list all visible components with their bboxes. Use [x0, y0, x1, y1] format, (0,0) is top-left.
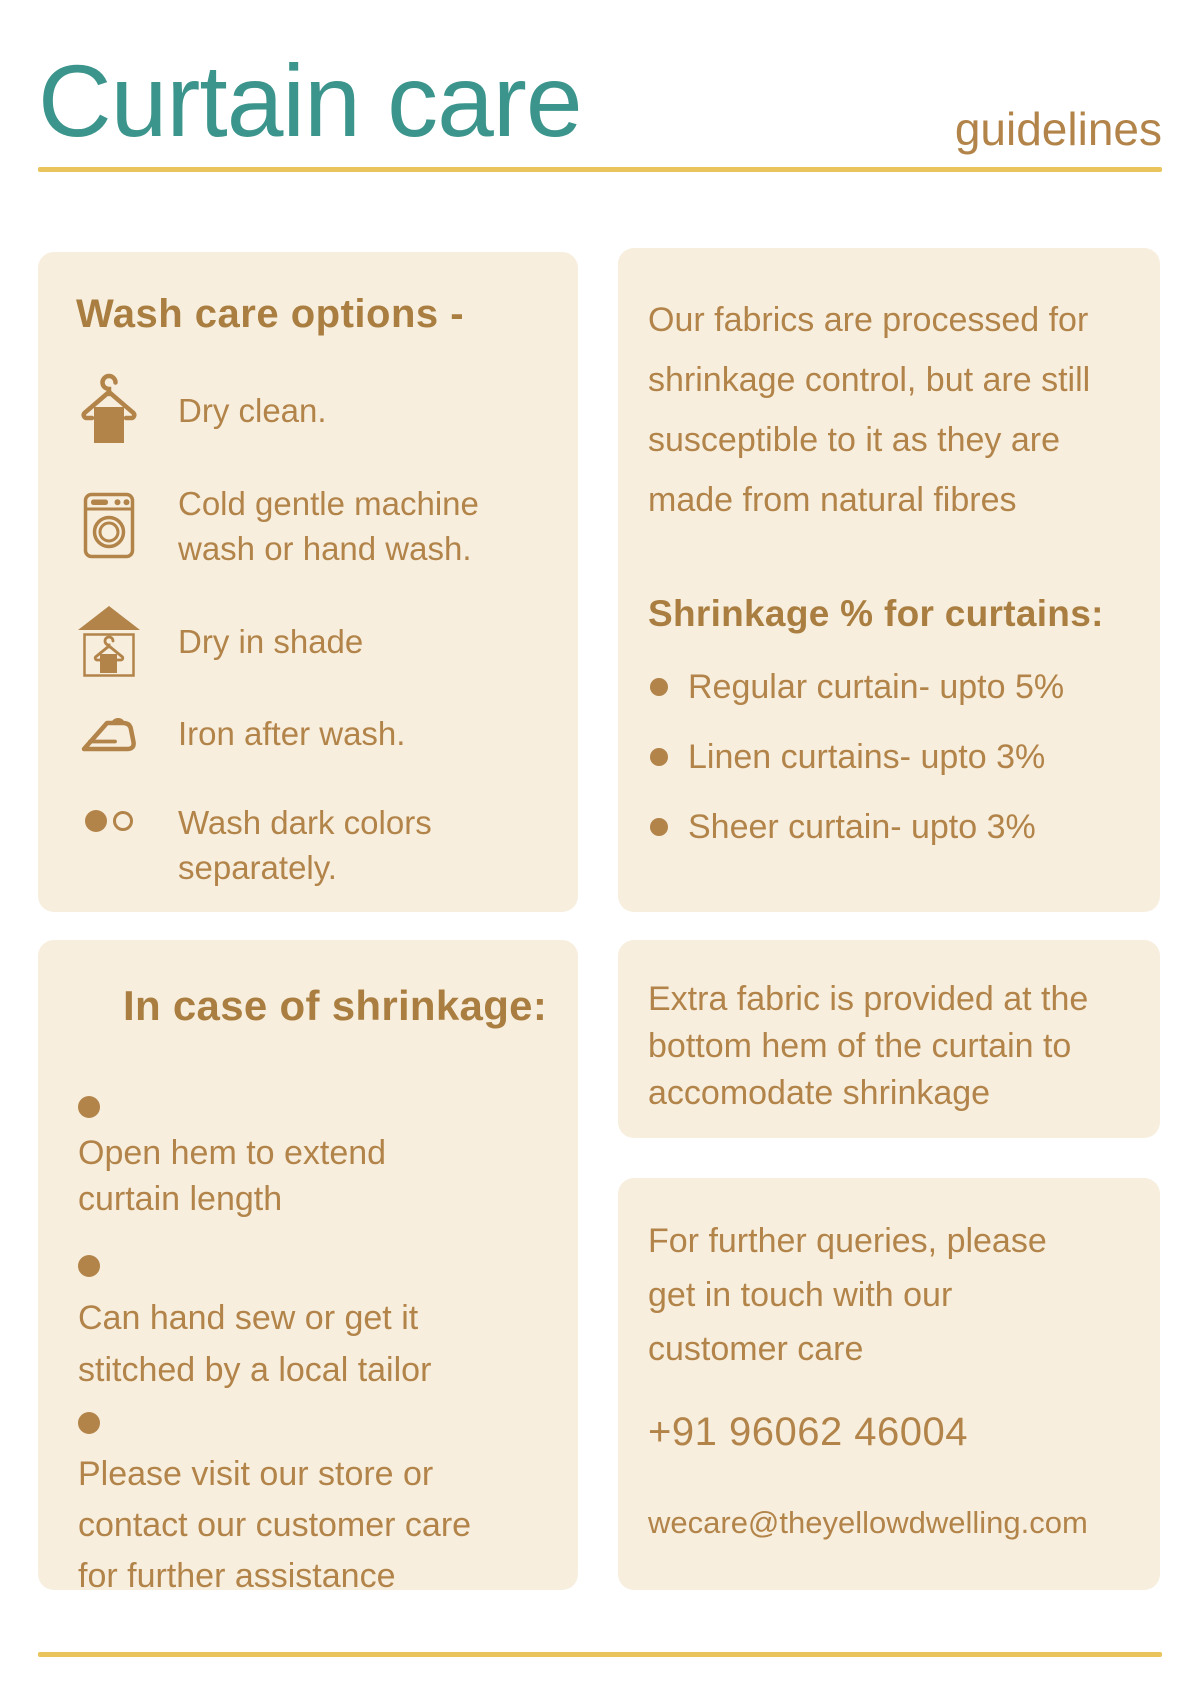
wash-item-iron — [73, 695, 562, 771]
dark-colors-icon — [73, 810, 145, 832]
page-title: Curtain care — [38, 44, 582, 158]
wash-item-label: Cold gentle machine wash or hand wash. — [178, 485, 479, 567]
bullet-dot-icon — [650, 678, 668, 696]
in-case-of-shrinkage-panel — [38, 940, 578, 1595]
footer-divider — [38, 1652, 1162, 1657]
wash-item-label: Iron after wash. — [178, 714, 406, 752]
shrinkage-step-visit-store: Please visit our store or contact our customer care for further assistance — [78, 1398, 471, 1602]
wash-care-title: Wash care options - — [76, 292, 465, 336]
shrinkage-bullet-linen: Linen curtains- upto 3% — [650, 733, 1045, 781]
wash-item-dark-colors — [73, 800, 562, 900]
wash-item-machine-wash — [73, 468, 562, 584]
fabric-info-panel — [618, 248, 1160, 912]
shrinkage-step-hand-sew: Can hand sew or get it stitched by a local tailor — [78, 1240, 431, 1396]
bullet-dot-icon — [78, 1412, 100, 1434]
extra-fabric-panel — [618, 940, 1160, 1138]
wash-care-panel — [38, 252, 578, 912]
customer-care-panel — [618, 1178, 1160, 1590]
shrinkage-step-open-hem: Open hem to extend curtain length — [78, 1084, 386, 1222]
customer-care-phone: +91 96062 46004 — [648, 1410, 969, 1454]
fabric-paragraph: Our fabrics are processed for shrinkage control, but are still susceptible to it as they are made from natural fibres — [648, 301, 1091, 519]
dry-in-shade-icon — [73, 605, 145, 677]
wash-item-label: Wash dark colors separately. — [178, 804, 432, 886]
shrinkage-bullet-regular: Regular curtain- upto 5% — [650, 663, 1064, 711]
iron-icon — [73, 712, 145, 754]
extra-fabric-text: Extra fabric is provided at the bottom hem of the curtain to accomodate shrinkage — [648, 980, 1089, 1112]
wash-item-label: Dry in shade — [178, 622, 364, 660]
washing-machine-icon — [73, 492, 145, 560]
header-divider — [38, 167, 1162, 172]
page-subtitle: guidelines — [954, 103, 1162, 155]
shrinkage-bullet-sheer: Sheer curtain- upto 3% — [650, 803, 1036, 851]
bullet-dot-icon — [78, 1255, 100, 1277]
bullet-dot-icon — [650, 818, 668, 836]
wash-item-dry-clean — [73, 368, 562, 452]
bullet-dot-icon — [650, 748, 668, 766]
shrinkage-percent-heading: Shrinkage % for curtains: — [648, 593, 1104, 634]
bullet-dot-icon — [78, 1096, 100, 1118]
customer-care-text: For further queries, please get in touch with our customer care — [648, 1222, 1047, 1368]
shrinkage-panel-title: In case of shrinkage: — [123, 982, 548, 1029]
customer-care-email: wecare@theyellowdwelling.com — [648, 1505, 1088, 1540]
wash-item-dry-in-shade — [73, 602, 562, 680]
hanger-icon — [73, 373, 145, 447]
wash-item-label: Dry clean. — [178, 391, 327, 429]
